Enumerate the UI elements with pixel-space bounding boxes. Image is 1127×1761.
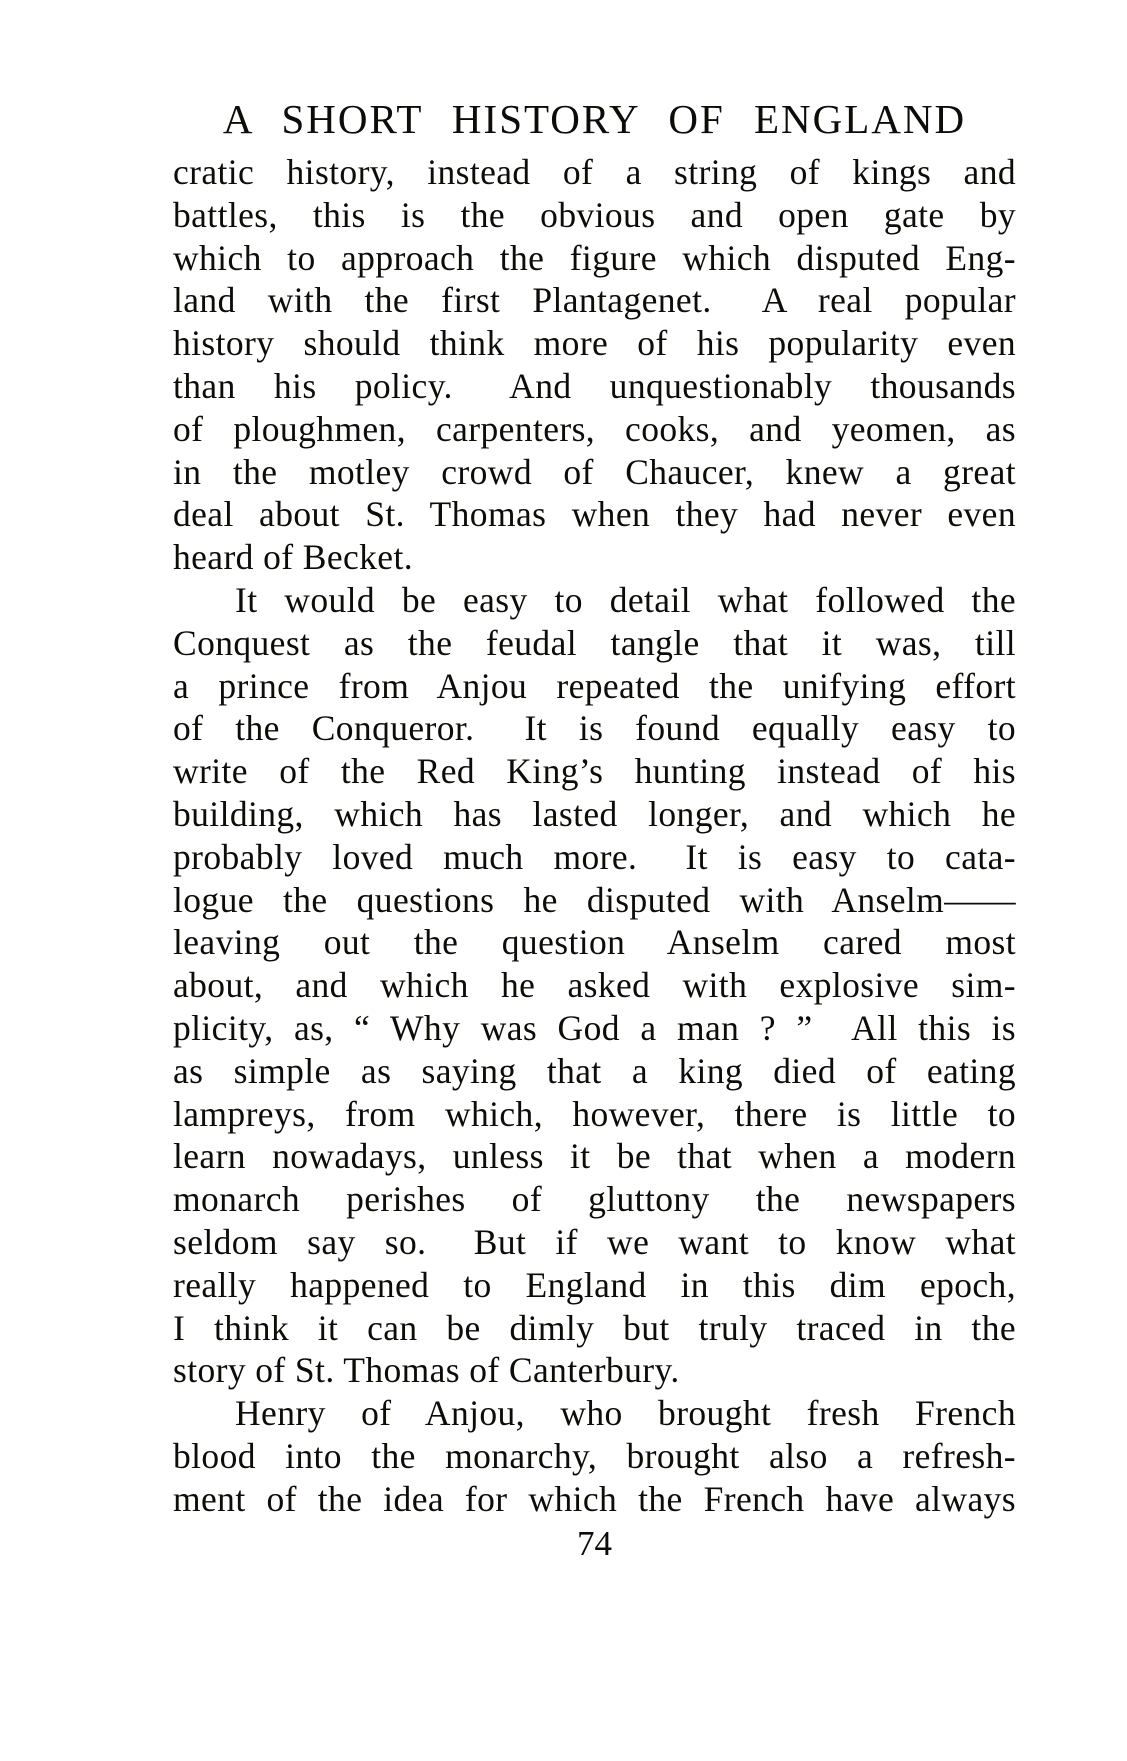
text-line: of the Conqueror. It is found equally easy to	[173, 708, 1016, 749]
text-line: I think it can be dimly but truly traced in the	[173, 1307, 1016, 1348]
text-line: lampreys, from which, however, there is little to	[173, 1093, 1016, 1134]
text-line: It would be easy to detail what followed the	[235, 579, 1016, 620]
text-line: in the motley crowd of Chaucer, knew a great	[173, 451, 1016, 492]
text-line: of ploughmen, carpenters, cooks, and yeomen, as	[173, 408, 1016, 449]
text-line: seldom say so. But if we want to know what	[173, 1221, 1016, 1262]
text-line: leaving out the question Anselm cared most	[173, 922, 1016, 963]
text-line: ment of the idea for which the French have always	[173, 1478, 1016, 1519]
text-line: which to approach the figure which disputed Eng-	[173, 237, 1016, 278]
text-line: write of the Red King’s hunting instead of his	[173, 751, 1016, 792]
text-line: plicity, as, “ Why was God a man ? ” All this is	[173, 1007, 1016, 1048]
text-line: land with the first Plantagenet. A real popular	[173, 280, 1016, 321]
text-line: a prince from Anjou repeated the unifying effort	[173, 665, 1016, 706]
text-line: story of St. Thomas of Canterbury.	[173, 1350, 680, 1391]
text-line: as simple as saying that a king died of eating	[173, 1050, 1016, 1091]
page-title: A SHORT HISTORY OF ENGLAND	[222, 96, 967, 142]
text-line: learn nowadays, unless it be that when a modern	[173, 1136, 1016, 1177]
text-line: Henry of Anjou, who brought fresh French	[235, 1393, 1016, 1434]
text-line: cratic history, instead of a string of kings and	[173, 152, 1016, 192]
text-line: building, which has lasted longer, and which he	[173, 793, 1016, 834]
text-line: battles, this is the obvious and open gate by	[173, 194, 1016, 235]
text-line: really happened to England in this dim epoch,	[173, 1264, 1016, 1305]
text-line: probably loved much more. It is easy to cata-	[173, 836, 1016, 877]
page-number: 74	[577, 1524, 612, 1563]
text-line: Conquest as the feudal tangle that it was, till	[173, 622, 1016, 663]
text-line: deal about St. Thomas when they had never even	[173, 494, 1016, 535]
body-text-block	[173, 151, 1016, 1521]
text-line: than his policy. And unquestionably thousands	[173, 365, 1016, 406]
text-line: history should think more of his popularity even	[173, 323, 1016, 364]
text-line: logue the questions he disputed with Anselm——	[173, 879, 1016, 920]
text-line: heard of Becket.	[173, 537, 413, 578]
text-line: blood into the monarchy, brought also a refresh-	[173, 1435, 1016, 1476]
text-line: about, and which he asked with explosive sim-	[173, 965, 1016, 1006]
text-line: monarch perishes of gluttony the newspapers	[173, 1179, 1016, 1220]
